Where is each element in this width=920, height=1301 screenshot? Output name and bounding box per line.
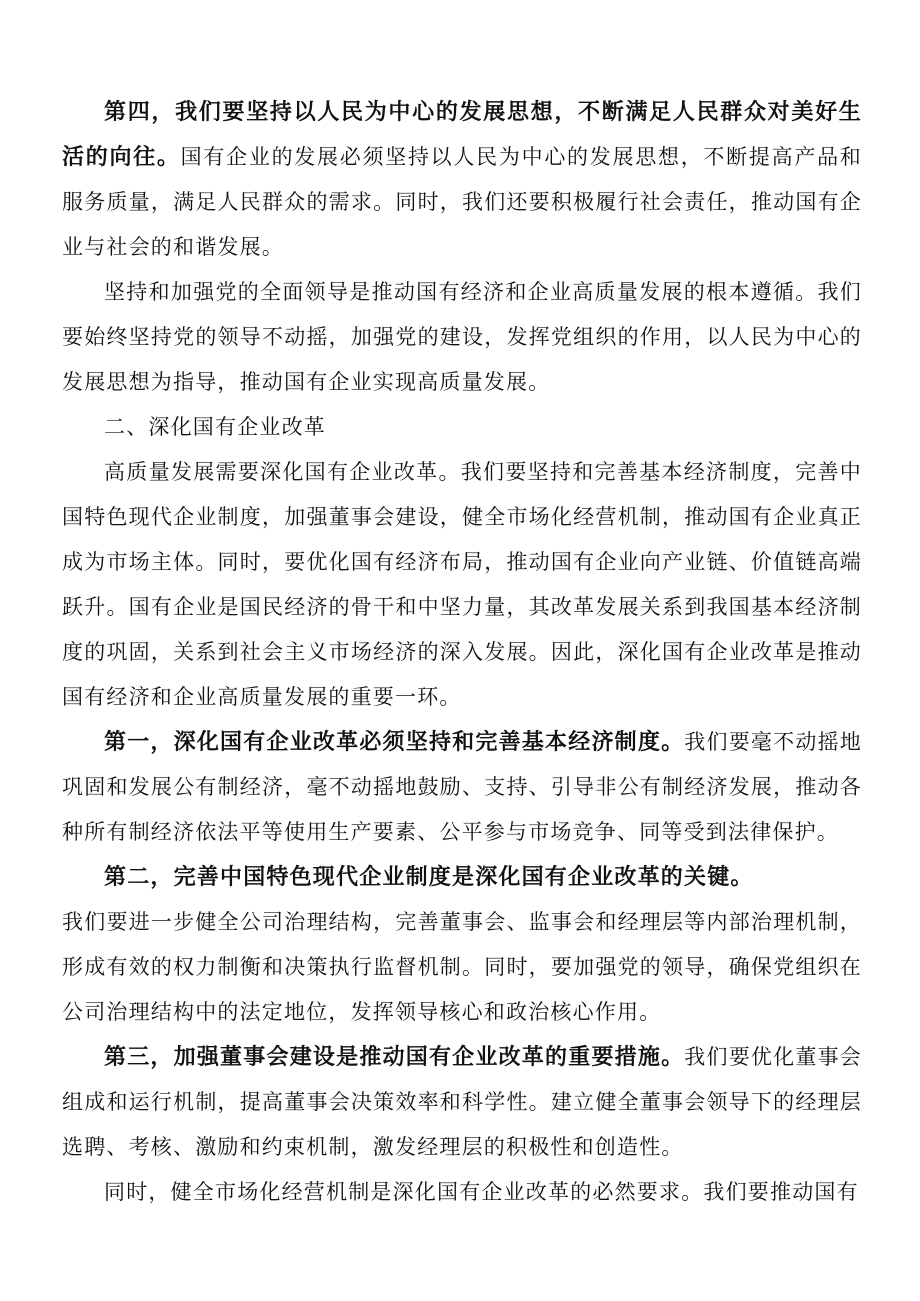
paragraph-second-point (62, 855, 862, 900)
paragraph-third-point (62, 1035, 862, 1170)
paragraph-text: 我们要优化董事会组成和运行机制，提高董事会决策效率和科学性。建立健全董事会领导下的经理层选聘、考核、激励和约束机制，激发经理层的积极性和创造性。 (62, 1045, 862, 1159)
paragraph-party-leadership (62, 270, 862, 405)
paragraph-text: 我们要进一步健全公司治理结构，完善董事会、监事会和经理层等内部治理机制，形成有效的权力制衡和决策执行监督机制。同时，要加强党的领导，确保党组织在公司治理结构中的法定地位，发挥领导核心和政治核心作用。 (62, 910, 862, 1024)
document-page (62, 90, 862, 1215)
paragraph-governance (62, 900, 862, 1035)
paragraph-market-mechanism (62, 1170, 862, 1215)
paragraph-lead: 第二，完善中国特色现代企业制度是深化国有企业改革的关键。 (104, 865, 754, 890)
paragraph-first-point (62, 720, 862, 855)
section-heading: 二、深化国有企业改革 (104, 415, 326, 439)
paragraph-text: 国有企业的发展必须坚持以人民为中心的发展思想，不断提高产品和服务质量，满足人民群众的需求。同时，我们还要积极履行社会责任，推动国有企业与社会的和谐发展。 (62, 145, 862, 259)
paragraph-fourth-point (62, 90, 862, 270)
paragraph-deepen-reform (62, 450, 862, 720)
paragraph-text: 我们要毫不动摇地巩固和发展公有制经济，毫不动摇地鼓励、支持、引导非公有制经济发展，推动各种所有制经济依法平等使用生产要素、公平参与市场竞争、同等受到法律保护。 (62, 730, 862, 844)
paragraph-lead: 第一，深化国有企业改革必须坚持和完善基本经济制度。 (104, 730, 685, 755)
paragraph-lead: 第四，我们要坚持以人民为中心的发展思想，不断满足人民群众对美好生活的向往。 (62, 100, 862, 170)
paragraph-text: 高质量发展需要深化国有企业改革。我们要坚持和完善基本经济制度，完善中国特色现代企业制度，加强董事会建设，健全市场化经营机制，推动国有企业真正成为市场主体。同时，要优化国有经济布局，推动国有企业向产业链、价值链高端跃升。国有企业是国民经济的骨干和中坚力量，其改革发展关系到我国基本经济制度的巩固，关系到社会主义市场经济的深入发展。因此，深化国有企业改革是推动国有经济和企业高质量发展的重要一环。 (62, 460, 862, 709)
paragraph-lead: 第三，加强董事会建设是推动国有企业改革的重要措施。 (104, 1045, 685, 1070)
paragraph-text: 同时，健全市场化经营机制是深化国有企业改革的必然要求。我们要推动国有 (104, 1180, 859, 1204)
paragraph-text: 坚持和加强党的全面领导是推动国有经济和企业高质量发展的根本遵循。我们要始终坚持党的领导不动摇，加强党的建设，发挥党组织的作用，以人民为中心的发展思想为指导，推动国有企业实现高质量发展。 (62, 280, 862, 394)
